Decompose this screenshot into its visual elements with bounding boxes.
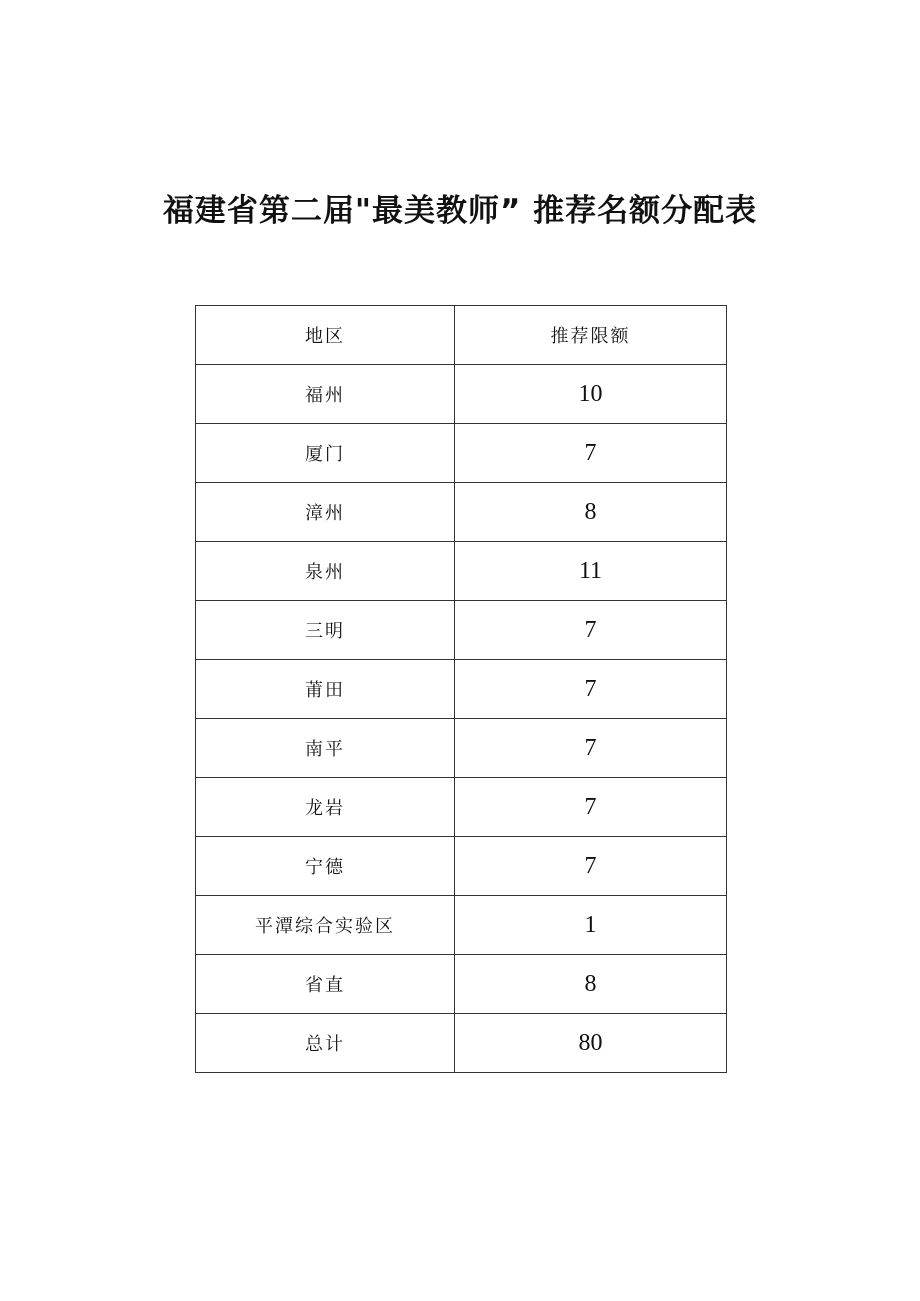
quota-cell: 7 <box>455 719 727 778</box>
quota-cell: 8 <box>455 955 727 1014</box>
table-row <box>196 365 727 424</box>
total-quota-cell: 80 <box>455 1014 727 1073</box>
table-row <box>196 424 727 483</box>
table-header-row <box>196 306 727 365</box>
table-row <box>196 601 727 660</box>
region-cell: 莆田 <box>196 660 455 719</box>
quota-table <box>195 305 727 1073</box>
document-title: 福建省第二届"最美教师” 推荐名额分配表 <box>162 193 758 229</box>
region-cell: 福州 <box>196 365 455 424</box>
region-cell: 泉州 <box>196 542 455 601</box>
header-region: 地区 <box>196 306 455 365</box>
quota-cell: 8 <box>455 483 727 542</box>
table-row <box>196 955 727 1014</box>
region-cell: 宁德 <box>196 837 455 896</box>
table-row <box>196 719 727 778</box>
table-row <box>196 483 727 542</box>
table-row <box>196 896 727 955</box>
quota-cell: 10 <box>455 365 727 424</box>
quota-cell: 7 <box>455 601 727 660</box>
region-cell: 南平 <box>196 719 455 778</box>
total-label-cell: 总计 <box>196 1014 455 1073</box>
region-cell: 龙岩 <box>196 778 455 837</box>
region-cell: 厦门 <box>196 424 455 483</box>
quota-cell: 7 <box>455 660 727 719</box>
quota-cell: 11 <box>455 542 727 601</box>
total-row <box>196 1014 727 1073</box>
table-row <box>196 660 727 719</box>
table-row <box>196 837 727 896</box>
quota-cell: 1 <box>455 896 727 955</box>
region-cell: 三明 <box>196 601 455 660</box>
region-cell: 漳州 <box>196 483 455 542</box>
quota-cell: 7 <box>455 837 727 896</box>
header-quota: 推荐限额 <box>455 306 727 365</box>
region-cell: 平潭综合实验区 <box>196 896 455 955</box>
quota-cell: 7 <box>455 778 727 837</box>
quota-cell: 7 <box>455 424 727 483</box>
table-row <box>196 778 727 837</box>
region-cell: 省直 <box>196 955 455 1014</box>
table-row <box>196 542 727 601</box>
